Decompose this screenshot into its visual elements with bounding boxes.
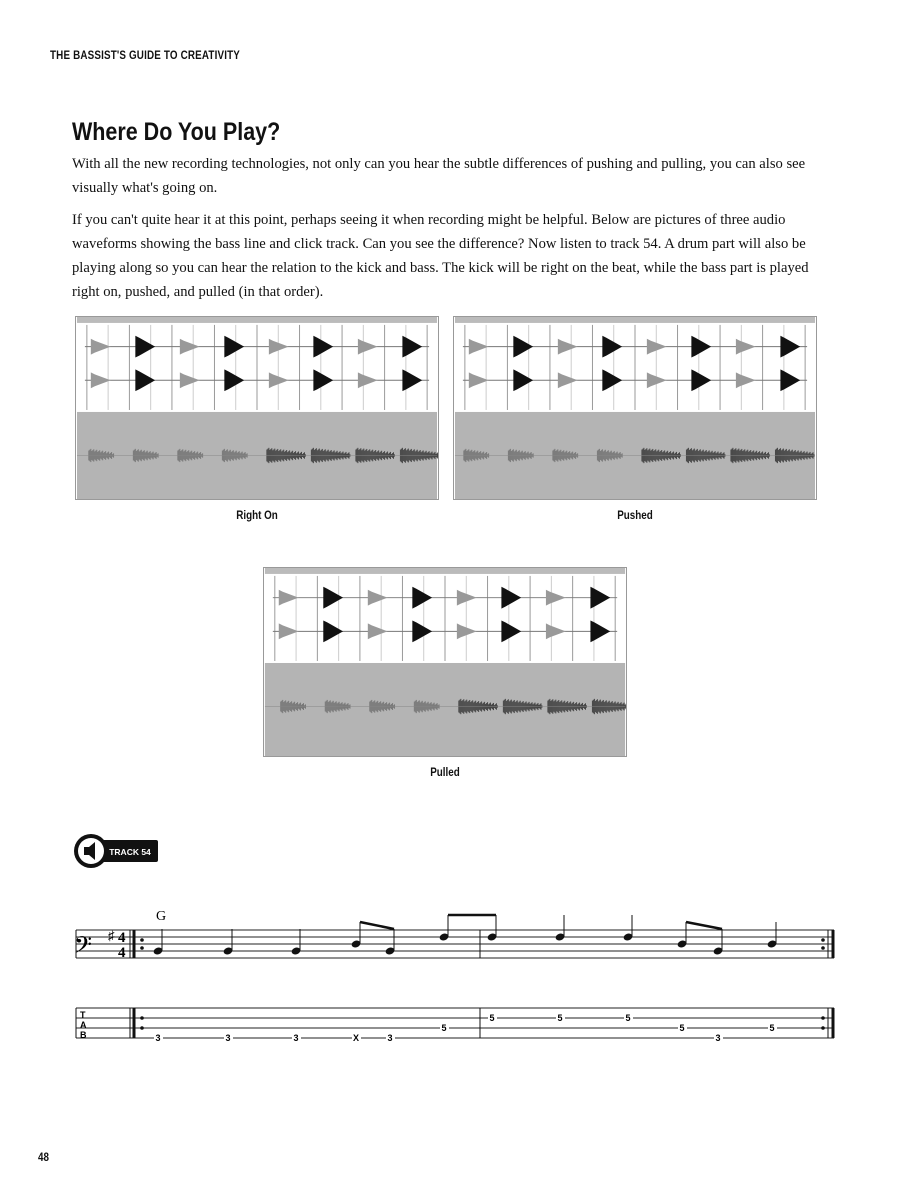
tab-number: 3 (387, 1033, 393, 1043)
tab-number: 3 (225, 1033, 231, 1043)
tab-number: 3 (715, 1033, 721, 1043)
bass-notation (72, 900, 842, 1050)
caption-pushed: Pushed (617, 508, 653, 522)
caption-pulled: Pulled (430, 765, 460, 779)
waveform-right-on (75, 316, 439, 500)
tab-number: 5 (625, 1013, 631, 1023)
time-signature-top: 4 (118, 930, 126, 946)
notes (153, 915, 778, 956)
staff-lines (76, 930, 834, 958)
paragraph-intro: With all the new recording technologies, not only can you hear the subtle differences of pushing and pulling, you can also see visually what's going on. (72, 156, 806, 196)
tab-number: 3 (155, 1033, 161, 1043)
tab-number: 5 (769, 1023, 775, 1033)
section-title: Where Do You Play? (72, 118, 281, 146)
tab-clef-a: A (80, 1020, 87, 1030)
key-signature-sharp: ♯ (108, 928, 115, 943)
chord-symbol: G (156, 909, 167, 924)
tab-number: 5 (489, 1013, 495, 1023)
tab-number: 5 (679, 1023, 685, 1033)
track-badge[interactable] (72, 832, 162, 870)
caption-right-on: Right On (236, 508, 278, 522)
running-head: THE BASSIST'S GUIDE TO CREATIVITY (50, 48, 240, 62)
tab-clef-t: T (80, 1010, 86, 1020)
tab-number: 5 (441, 1023, 447, 1033)
tab-clef-b: B (80, 1030, 87, 1040)
waveform-pulled (263, 567, 627, 757)
tab-number: X (352, 1033, 360, 1043)
tab-number: 3 (293, 1033, 299, 1043)
bass-clef-icon: 𝄢 (74, 931, 93, 964)
paragraph-body: If you can't quite hear it at this point, perhaps seeing it when recording might be helpful. Below are pictures of three audio waveforms showing the bass line and click track. Can you see the difference? Now listen to track 54. A drum part will also be playing along so you can hear the relation to the kick and bass. The kick will be right on the beat, while the bass part is played right on, pushed, and pulled (in that order). (72, 212, 809, 300)
waveform-pushed (453, 316, 817, 500)
track-label: TRACK 54 (109, 847, 151, 857)
tab-number: 5 (557, 1013, 563, 1023)
time-signature-bottom: 4 (118, 945, 126, 961)
page-number: 48 (38, 1150, 49, 1164)
